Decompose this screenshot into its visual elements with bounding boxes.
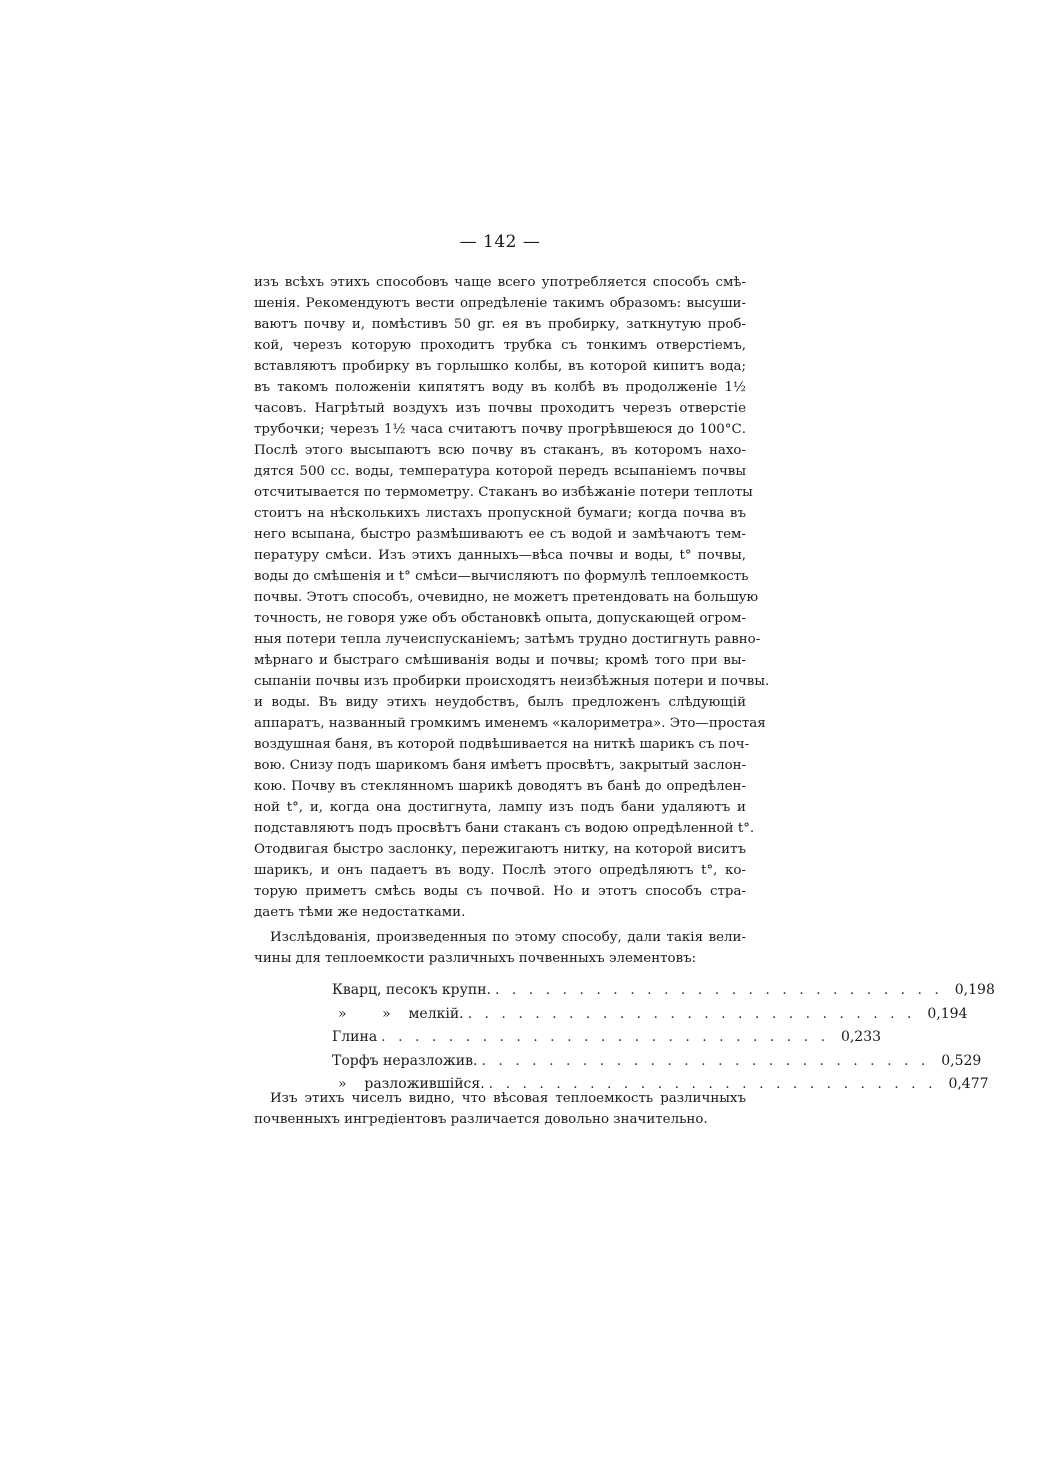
text-line: дятся 500 сс. воды, температура которой передъ всыпаніемъ почвы [254, 464, 746, 479]
text-line: сыпаніи почвы изъ пробирки происходятъ неизбѣжныя потери и почвы. [254, 674, 770, 689]
text-line: него всыпана, быстро размѣшиваютъ ее съ водой и замѣчаютъ тем- [254, 527, 746, 542]
text-line: кою. Почву въ стеклянномъ шарикѣ доводятъ въ банѣ до опредѣлен- [254, 779, 746, 794]
row-value: 0,529 [941, 1052, 982, 1069]
dot-leader: . . . . . . . . . . . . . . . . . . . . . . . . . . . [381, 1029, 830, 1045]
row-value: 0,198 [954, 982, 995, 998]
text-line: пературу смѣси. Изъ этихъ данныхъ—вѣса почвы и воды, t° почвы, [254, 548, 746, 563]
text-line: ваютъ почву и, помѣстивъ 50 gr. ея въ пробирку, заткнутую проб- [254, 317, 746, 332]
row-value: 0,194 [927, 1005, 968, 1022]
text-line: кой, черезъ которую проходитъ трубка съ тонкимъ отверстіемъ, [254, 338, 746, 353]
table-row [332, 979, 995, 1003]
text-line: въ такомъ положеніи кипятятъ воду въ колбѣ въ продолженіе 1½ [254, 380, 746, 395]
dot-leader: . . . . . . . . . . . . . . . . . . . . . . . . . . . [494, 982, 943, 998]
dot-leader: . . . . . . . . . . . . . . . . . . . . . . . . . . . [467, 1005, 916, 1022]
text-line: точность, не говоря уже объ обстановкѣ опыта, допускающей огром- [254, 611, 746, 626]
body-text [254, 272, 770, 969]
row-label: Торфъ неразложив. [332, 1052, 478, 1069]
row-label: Глина [332, 1029, 378, 1045]
paragraph-calorimetry-method [254, 272, 770, 923]
text-line: воздушная баня, въ которой подвѣшивается на ниткѣ шарикъ съ поч- [254, 737, 750, 752]
table-row [332, 1026, 882, 1050]
text-line: чины для теплоемкости различныхъ почвенныхъ элементовъ: [254, 951, 697, 966]
row-label: Кварц, песокъ крупн. [332, 982, 491, 998]
table-row [332, 1003, 968, 1027]
text-line: и воды. Въ виду этихъ неудобствъ, былъ предложенъ слѣдующій [254, 695, 746, 710]
text-line: почвы. Этотъ способъ, очевидно, не можетъ претендовать на большую [254, 590, 759, 605]
text-line: изъ всѣхъ этихъ способовъ чаще всего употребляется способъ смѣ- [254, 275, 746, 290]
paragraph-conclusion [254, 1088, 746, 1130]
text-line: аппаратъ, названный громкимъ именемъ «калориметра». Это—простая [254, 716, 766, 731]
table-row [332, 1050, 982, 1074]
text-line: почвенныхъ ингредіентовъ различается довольно значительно. [254, 1112, 708, 1127]
text-line: ныя потери тепла лучеиспусканіемъ; затѣмъ трудно достигнуть равно- [254, 632, 761, 647]
text-line: вставляютъ пробирку въ горлышко колбы, въ которой кипитъ вода; [254, 359, 746, 374]
row-value: 0,233 [840, 1029, 882, 1045]
text-line: отсчитывается по термометру. Стаканъ во избѣжаніе потери теплоты [254, 485, 753, 500]
text-line: Послѣ этого высыпаютъ всю почву въ стаканъ, въ которомъ нахо- [254, 443, 746, 458]
text-line: шенія. Рекомендуютъ вести опредѣленіе такимъ образомъ: высуши- [254, 296, 746, 311]
text-line: шарикъ, и онъ падаетъ въ воду. Послѣ этого опредѣляютъ t°, ко- [254, 863, 746, 878]
row-label: » разложившійся. [338, 1076, 485, 1092]
text-line: часовъ. Нагрѣтый воздухъ изъ почвы проходитъ черезъ отверстіе [254, 401, 746, 416]
text-line: торую приметъ смѣсь воды съ почвой. Но и этотъ способъ стра- [254, 884, 746, 899]
paragraph-results-intro [254, 927, 746, 969]
text-line: мѣрнаго и быстраго смѣшиванія воды и почвы; кромѣ того при вы- [254, 653, 746, 668]
text-line: ной t°, и, когда она достигнута, лампу изъ подъ бани удаляютъ и [254, 800, 746, 815]
page-number: — 142 — [459, 232, 541, 252]
text-line: стоитъ на нѣсколькихъ листахъ пропускной бумаги; когда почва въ [254, 506, 746, 521]
text-line: подставляютъ подъ просвѣтъ бани стаканъ съ водою опредѣленной t°. [254, 821, 755, 836]
dot-leader: . . . . . . . . . . . . . . . . . . . . . . . . . . . [481, 1052, 930, 1069]
text-line: воды до смѣшенія и t° смѣси—вычисляютъ по формулѣ теплоемкость [254, 569, 749, 584]
heat-capacity-table [332, 979, 995, 1097]
text-line: вою. Снизу подъ шарикомъ баня имѣетъ просвѣтъ, закрытый заслон- [254, 758, 747, 773]
row-value: 0,477 [948, 1076, 989, 1092]
row-label: » » мелкій. [338, 1005, 464, 1022]
dot-leader: . . . . . . . . . . . . . . . . . . . . . . . . . . . [488, 1076, 937, 1092]
text-line: Изслѣдованія, произведенныя по этому способу, дали такія вели- [270, 930, 746, 945]
text-line: трубочки; черезъ 1½ часа считаютъ почву прогрѣвшеюся до 100°С. [254, 422, 746, 437]
text-line: Отодвигая быстро заслонку, пережигаютъ нитку, на которой виситъ [254, 842, 746, 857]
text-line: Изъ этихъ чиселъ видно, что вѣсовая теплоемкость различныхъ [270, 1091, 746, 1106]
text-line: даетъ тѣми же недостатками. [254, 905, 466, 920]
